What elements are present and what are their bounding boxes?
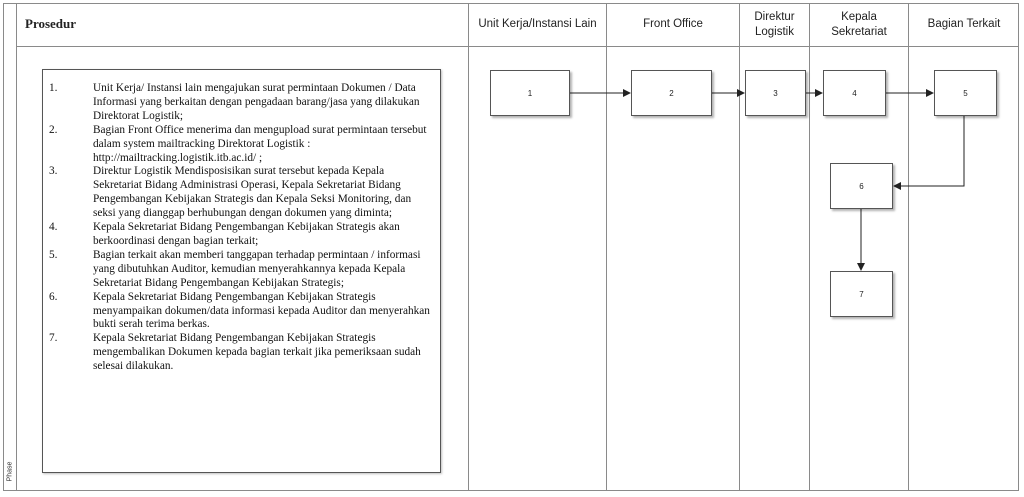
step-number: 5. <box>49 248 58 261</box>
step-number: 1. <box>49 82 58 94</box>
header-bagian-terkait: Bagian Terkait <box>909 3 1019 47</box>
step-text: Kepala Sekretariat Bidang Pengembangan Kebijakan Strategis akan berkoordinasi dengan bagian terkait; <box>93 221 400 247</box>
arrow-5-to-6 <box>894 116 964 186</box>
step-number: 6. <box>49 290 58 303</box>
step-text: Bagian Front Office menerima dan mengupload surat permintaan tersebut dalam system mailtracking Direktorat Logistik : http://mailtracking.logistik.itb.ac.id/ ; <box>93 123 427 164</box>
step-number: 7. <box>49 332 58 345</box>
step-text: Unit Kerja/ Instansi lain mengajukan surat permintaan Dokumen / Data Informasi yang berkaitan dengan pengadaan barang/jasa yang dilakukan Direktorat Logistik; <box>93 82 420 122</box>
step-number: 4. <box>49 221 58 234</box>
flow-node-5: 5 <box>934 70 997 116</box>
header-prosedur: Prosedur <box>17 3 469 47</box>
phase-label: Phase <box>6 461 14 482</box>
step-text: Bagian terkait akan memberi tanggapan terhadap permintaan / informasi yang dibutuhkan Auditor, kemudian menyerahkannya kepada Kepala Sekretariat Bidang Pengembangan Kebijakan Strategis; <box>93 248 421 289</box>
flow-node-7: 7 <box>830 271 893 317</box>
header-front-office: Front Office <box>607 3 740 47</box>
step-text: Kepala Sekretariat Bidang Pengembangan Kebijakan Strategis menyampaikan dokumen/data informasi kepada Auditor dan menyerahkan bukti serah terima berkas. <box>93 290 430 331</box>
flow-node-3: 3 <box>745 70 806 116</box>
step-text: Kepala Sekretariat Bidang Pengembangan Kebijakan Strategis mengembalikan Dokumen kepada bagian terkait jika pemeriksaan sudah selesai dilakukan. <box>93 332 421 373</box>
flow-node-6: 6 <box>830 163 893 209</box>
flow-node-2: 2 <box>631 70 712 116</box>
header-direktur-logistik: Direktur Logistik <box>740 3 810 47</box>
flow-node-1: 1 <box>490 70 570 116</box>
step-number: 2. <box>49 123 58 136</box>
step-text: Direktur Logistik Mendisposisikan surat tersebut kepada Kepala Sekretariat Bidang Administrasi Operasi, Kepala Sekretariat Bidang Pengembangan Kebijakan Strategis dan Kepala Seksi Monitoring, dan seksi yang dianggap berhubungan dengan dokumen yang diminta; <box>93 165 412 220</box>
step-number: 3. <box>49 165 58 178</box>
header-kepala-sekretariat: Kepala Sekretariat <box>810 3 909 47</box>
header-unit-kerja: Unit Kerja/Instansi Lain <box>469 3 607 47</box>
flow-node-4: 4 <box>823 70 886 116</box>
